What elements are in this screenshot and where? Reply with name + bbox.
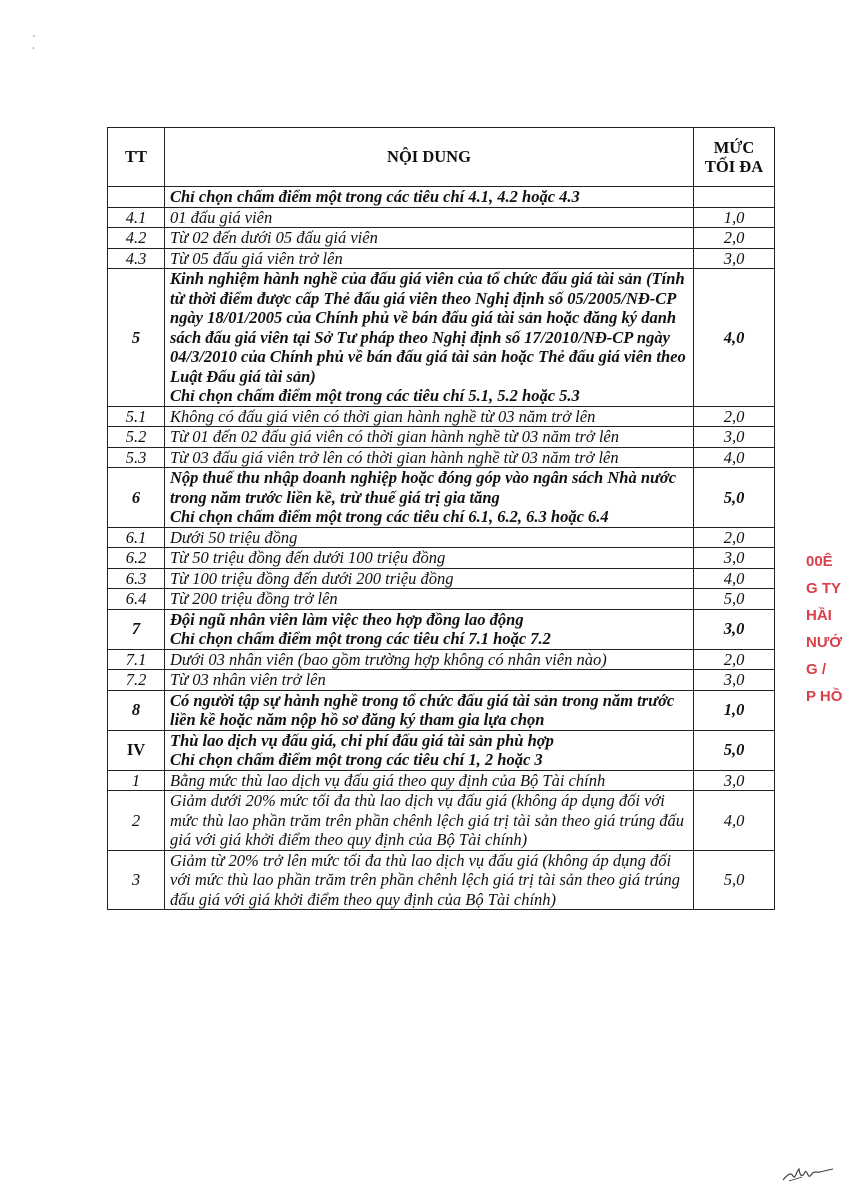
content-line: Đội ngũ nhân viên làm việc theo hợp đồng lao động: [170, 609, 524, 629]
row-content: [165, 548, 694, 569]
row-content: [165, 187, 694, 208]
row-max-score: 2,0: [694, 406, 775, 427]
table-row: [108, 248, 775, 269]
row-content: [165, 248, 694, 269]
header-max-line2: TỐI ĐA: [704, 157, 764, 176]
table-row: [108, 548, 775, 569]
row-number: 2: [108, 791, 165, 851]
header-tt: TT: [108, 128, 165, 187]
stamp-text: G TY: [806, 580, 842, 597]
table-row: [108, 730, 775, 770]
content-line: Kinh nghiệm hành nghề của đấu giá viên của tổ chức đấu giá tài sản (Tính từ thời điểm được cấp Thẻ đấu giá viên theo Nghị định số 05/2005/NĐ-CP ngày 18/01/2005 của Chính phủ về bán đấu giá tài sản hoặc đăng ký danh sách đấu giá viên tại Sở Tư pháp theo Nghị định số 17/2010/NĐ-CP ngày 04/3/2010 của Chính phủ về bán đấu giá tài sản hoặc Thẻ đấu giá viên theo Luật Đấu giá tài sản): [170, 269, 686, 386]
row-max-score: 5,0: [694, 468, 775, 528]
row-max-score: 4,0: [694, 269, 775, 407]
row-number: 5: [108, 269, 165, 407]
row-number: 4.3: [108, 248, 165, 269]
row-content: [165, 406, 694, 427]
table-row: [108, 468, 775, 528]
content-line: Từ 100 triệu đồng đến dưới 200 triệu đồng: [170, 568, 454, 588]
row-number: 6.3: [108, 568, 165, 589]
table-row: [108, 690, 775, 730]
row-max-score: 5,0: [694, 589, 775, 610]
row-number: 3: [108, 850, 165, 910]
stamp-text: P HỒ: [806, 688, 843, 705]
row-max-score: 2,0: [694, 649, 775, 670]
row-content: [165, 468, 694, 528]
row-max-score: 3,0: [694, 548, 775, 569]
row-max-score: 5,0: [694, 850, 775, 910]
content-line: Từ 03 đấu giá viên trở lên có thời gian hành nghề từ 03 năm trở lên: [170, 447, 619, 467]
row-content: [165, 730, 694, 770]
handwritten-initials: [780, 1160, 836, 1186]
row-max-score: 3,0: [694, 670, 775, 691]
row-number: 7.1: [108, 649, 165, 670]
content-line: Dưới 03 nhân viên (bao gồm trường hợp không có nhân viên nào): [170, 649, 607, 669]
table-row: [108, 447, 775, 468]
row-content: [165, 447, 694, 468]
row-content: [165, 207, 694, 228]
row-content: [165, 791, 694, 851]
row-max-score: 1,0: [694, 690, 775, 730]
row-number: 6.4: [108, 589, 165, 610]
row-content: [165, 690, 694, 730]
stamp-text: HẦI: [806, 607, 832, 624]
stamp-text: G /: [806, 661, 827, 678]
content-line: Từ 01 đến 02 đấu giá viên có thời gian hành nghề từ 03 năm trở lên: [170, 427, 619, 446]
row-content: [165, 609, 694, 649]
header-max-line1: MỨC: [713, 137, 755, 157]
row-number: 7: [108, 609, 165, 649]
content-line: Chỉ chọn chấm điểm một trong các tiêu chí 5.1, 5.2 hoặc 5.3: [170, 386, 580, 405]
row-number: 5.2: [108, 427, 165, 448]
header-content: NỘI DUNG: [165, 128, 694, 187]
table-row: [108, 791, 775, 851]
scoring-table: [107, 127, 775, 910]
content-line: Thù lao dịch vụ đấu giá, chi phí đấu giá tài sản phù hợp: [170, 730, 554, 750]
row-number: [108, 187, 165, 208]
row-max-score: 3,0: [694, 609, 775, 649]
content-line: Từ 50 triệu đồng đến dưới 100 triệu đồng: [170, 548, 446, 567]
row-content: [165, 568, 694, 589]
table-row: [108, 770, 775, 791]
table-row: [108, 406, 775, 427]
content-line: Từ 03 nhân viên trở lên: [170, 670, 326, 689]
row-content: [165, 649, 694, 670]
table-body: [108, 187, 775, 910]
table-row: [108, 187, 775, 208]
content-line: 01 đấu giá viên: [170, 207, 273, 227]
stamp-text: NƯỚ: [806, 634, 843, 651]
row-content: [165, 228, 694, 249]
table-row: [108, 649, 775, 670]
table-row: [108, 850, 775, 910]
table-row: [108, 527, 775, 548]
row-number: 1: [108, 770, 165, 791]
row-content: [165, 770, 694, 791]
row-max-score: 3,0: [694, 248, 775, 269]
content-line: Chỉ chọn chấm điểm một trong các tiêu chí 6.1, 6.2, 6.3 hoặc 6.4: [170, 507, 609, 526]
content-line: Nộp thuế thu nhập doanh nghiệp hoặc đóng góp vào ngân sách Nhà nước trong năm trước liền kề, trừ thuế giá trị gia tăng: [170, 468, 677, 507]
content-line: Từ 02 đến dưới 05 đấu giá viên: [170, 228, 378, 247]
row-content: [165, 670, 694, 691]
row-max-score: 4,0: [694, 447, 775, 468]
content-line: Giảm từ 20% trở lên mức tối đa thù lao dịch vụ đấu giá (không áp dụng đối với mức thù lao phần trăm trên phần chênh lệch giá trị tài sản theo giá trúng đấu giá với giá khởi điểm theo quy định của Bộ Tài chính): [170, 850, 681, 909]
row-max-score: 4,0: [694, 791, 775, 851]
row-number: 5.1: [108, 406, 165, 427]
row-max-score: 2,0: [694, 527, 775, 548]
row-max-score: 1,0: [694, 207, 775, 228]
content-line: Chỉ chọn chấm điểm một trong các tiêu chí 7.1 hoặc 7.2: [170, 629, 551, 648]
row-content: [165, 589, 694, 610]
content-line: Có người tập sự hành nghề trong tổ chức đấu giá tài sản trong năm trước liền kề hoặc năm nộp hồ sơ đăng ký tham gia lựa chọn: [170, 690, 675, 729]
table-row: [108, 207, 775, 228]
row-number: 4.1: [108, 207, 165, 228]
row-max-score: 3,0: [694, 770, 775, 791]
row-max-score: 2,0: [694, 228, 775, 249]
header-max-score: [694, 128, 775, 187]
content-line: Không có đấu giá viên có thời gian hành nghề từ 03 năm trở lên: [170, 406, 596, 426]
table-row: [108, 670, 775, 691]
row-max-score: 5,0: [694, 730, 775, 770]
row-number: 8: [108, 690, 165, 730]
row-number: 7.2: [108, 670, 165, 691]
row-max-score: 4,0: [694, 568, 775, 589]
table-row: [108, 589, 775, 610]
content-line: Từ 05 đấu giá viên trở lên: [170, 248, 343, 268]
table-row: [108, 228, 775, 249]
row-content: [165, 850, 694, 910]
table-row: [108, 568, 775, 589]
row-content: [165, 427, 694, 448]
content-line: Chỉ chọn chấm điểm một trong các tiêu chí 4.1, 4.2 hoặc 4.3: [170, 187, 580, 206]
row-number: 4.2: [108, 228, 165, 249]
row-number: 6: [108, 468, 165, 528]
content-line: Từ 200 triệu đồng trở lên: [170, 589, 338, 608]
table-row: [108, 269, 775, 407]
row-number: 6.1: [108, 527, 165, 548]
content-line: Giảm dưới 20% mức tối đa thù lao dịch vụ đấu giá (không áp dụng đối với mức thù lao phần trăm trên phần chênh lệch giá trị tài sản theo giá trúng đấu giá với giá khởi điểm theo quy định của Bộ Tài chính): [170, 791, 685, 849]
row-number: 5.3: [108, 447, 165, 468]
content-line: Chỉ chọn chấm điểm một trong các tiêu chí 1, 2 hoặc 3: [170, 750, 543, 769]
table-header-row: [108, 128, 775, 187]
row-content: [165, 269, 694, 407]
table-row: [108, 427, 775, 448]
table-row: [108, 609, 775, 649]
red-stamp: [806, 548, 848, 728]
content-line: Dưới 50 triệu đồng: [170, 527, 298, 547]
row-max-score: [694, 187, 775, 208]
row-max-score: 3,0: [694, 427, 775, 448]
content-line: Bằng mức thù lao dịch vụ đấu giá theo quy định của Bộ Tài chính: [170, 770, 606, 790]
row-number: 6.2: [108, 548, 165, 569]
row-content: [165, 527, 694, 548]
row-number: IV: [108, 730, 165, 770]
scan-speck: [32, 33, 36, 51]
stamp-text: 00Ê: [806, 553, 833, 570]
